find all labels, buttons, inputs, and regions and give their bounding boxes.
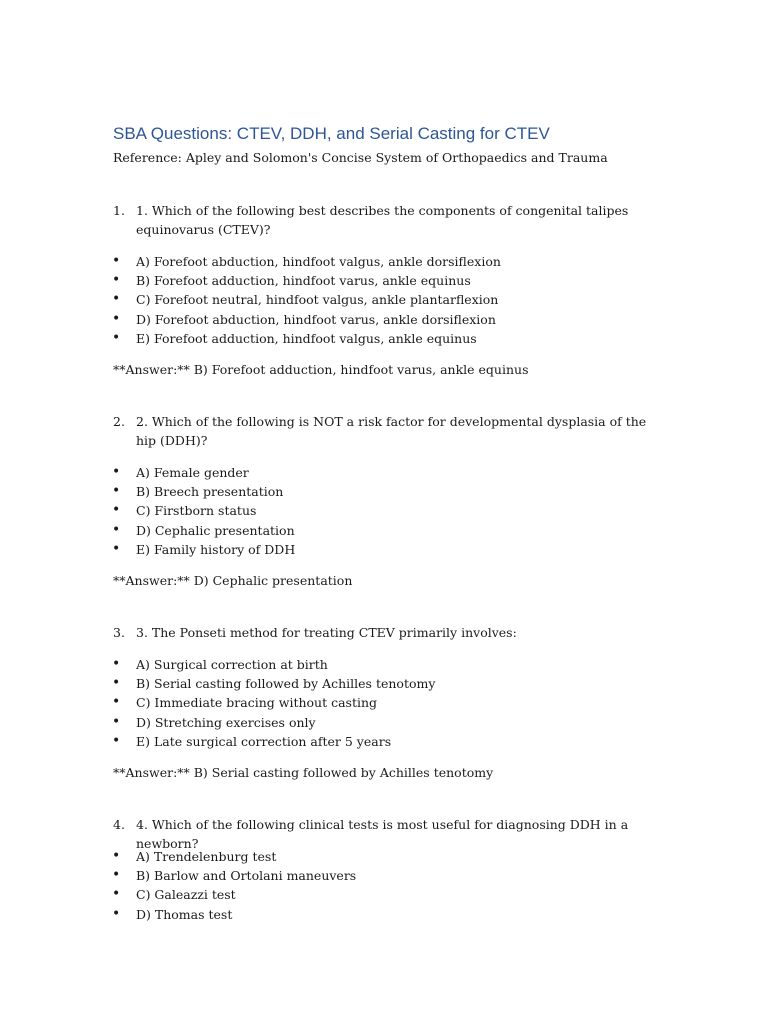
question-text: 1. Which of the following best describes the components of congenital talipes equinovarus (CTEV)? — [136, 203, 629, 237]
answer-text: **Answer:** D) Cephalic presentation — [113, 573, 353, 588]
bullet-icon: • — [112, 732, 121, 749]
question-number: 2. — [113, 414, 125, 429]
answer-text: **Answer:** B) Forefoot adduction, hindfoot varus, ankle equinus — [113, 362, 529, 377]
bullet-icon: • — [112, 867, 121, 884]
bullet-icon: • — [112, 291, 121, 308]
bullet-icon: • — [112, 848, 121, 864]
question-number: 4. — [113, 817, 125, 832]
bullet-icon: • — [112, 521, 121, 538]
bullet-icon: • — [112, 329, 121, 346]
document-title: SBA Questions: CTEV, DDH, and Serial Casting for CTEV — [113, 124, 550, 143]
document-page: SBA Questions: CTEV, DDH, and Serial Casting for CTEV Reference: Apley and Solomon's Concise System of Orthopaedics and Trauma 1. 1. Which of the following best describes the components of congenital talipes equinovarus (CTEV)? • A) Forefoot abduction, hindfoot valgus, ankle dorsiflexion • B) Forefoot adduction, hindfoot varus, ankle equinus • C) Forefoot neutral, hindfoot valgus, ankle plantarflexion • D) Forefoot abduction, hindfoot varus, ankle dorsiflexion • E) Forefoot adduction, hindfoot valgus, ankle equinus **Answer:** B) Forefoot adduction, hindfoot varus, ankle equinus 2. 2. Which of the following is NOT a risk factor for developmental dysplasia of the hip (DDH)? • A) Female gender • B) Breech presentation • C) Firstborn status • D) Cephalic presentation • E) Family history of DDH **Answer:** D) Cephalic presentation 3. 3. The Ponseti method for treating CTEV primarily involves: • A) Surgical correction at birth • B) Serial casting followed by Achilles tenotomy • C) Immediate bracing without casting • D) Stretching exercises only • E) Late surgical correction after 5 years **Answer:** B) Serial casting followed by Achilles tenotomy 4. 4. Which of the following clinical tests is most useful for diagnosing DDH in a newborn? • A) Trendelenburg test • B) Barlow and Ortolani maneuvers • C) Galeazzi test • D) Thomas test — [0, 0, 768, 1024]
bullet-icon: • — [112, 656, 121, 672]
bullet-icon: • — [112, 502, 121, 519]
bullet-icon: • — [112, 886, 121, 903]
question-text: 2. Which of the following is NOT a risk factor for developmental dysplasia of the hip (DDH)? — [136, 414, 647, 448]
bullet-icon: • — [112, 694, 121, 711]
bullet-icon: • — [112, 540, 121, 557]
bullet-icon: • — [112, 713, 121, 730]
bullet-icon: • — [112, 905, 121, 922]
answer-text: **Answer:** B) Serial casting followed by Achilles tenotomy — [113, 765, 494, 780]
question-number: 3. — [113, 625, 125, 640]
bullet-icon: • — [112, 272, 121, 289]
bullet-icon: • — [112, 464, 121, 480]
bullet-icon: • — [112, 675, 121, 692]
bullet-icon: • — [112, 253, 121, 269]
document-reference: Reference: Apley and Solomon's Concise System of Orthopaedics and Trauma — [113, 150, 608, 165]
question-text: 3. The Ponseti method for treating CTEV primarily involves: — [136, 625, 517, 640]
bullet-icon: • — [112, 310, 121, 327]
question-number: 1. — [113, 203, 125, 218]
question-text: 4. Which of the following clinical tests is most useful for diagnosing DDH in a newborn? — [136, 817, 629, 851]
bullet-icon: • — [112, 483, 121, 500]
